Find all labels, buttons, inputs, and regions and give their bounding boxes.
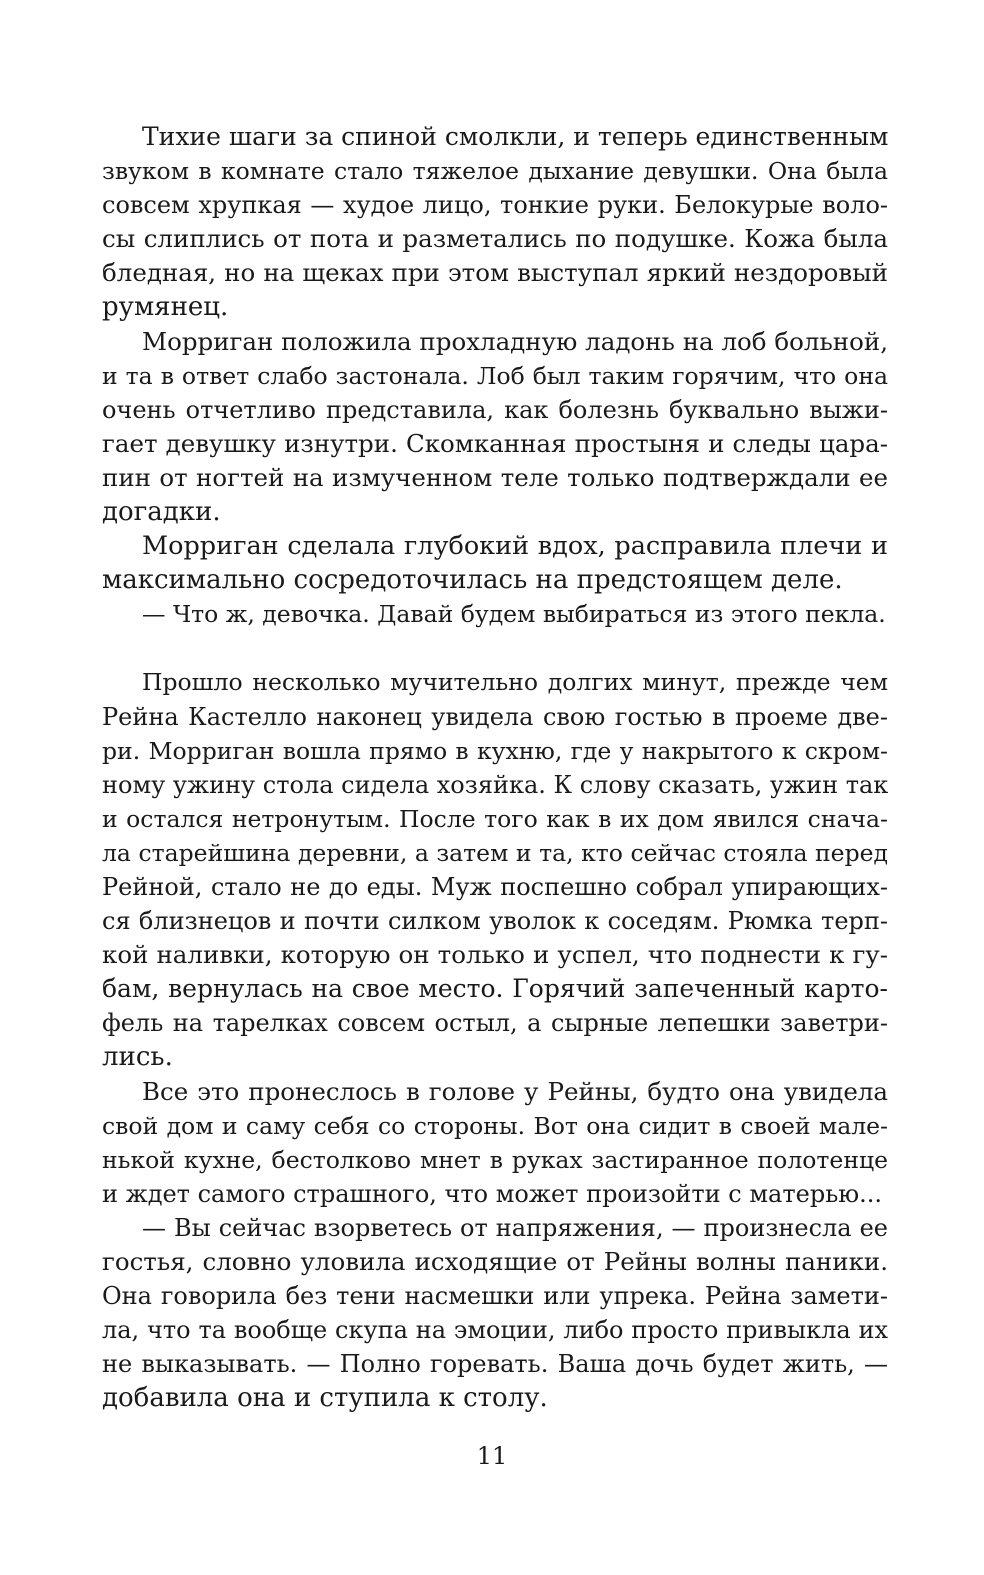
text-line: Морриган сделала глубокий вдох, расправила плечи и — [142, 531, 888, 562]
text-line: Все это пронеслось в голове у Рейны, будто она увидела — [142, 1076, 888, 1106]
dialogue-paragraph — [102, 1211, 888, 1416]
text-line: фель на тарелках совсем остыл, а сырные лепешки заветри- — [102, 1009, 888, 1038]
paragraph — [102, 1075, 888, 1211]
text-line: нькой кухне, бестолково мнет в руках застиранное полотенце — [102, 1145, 888, 1174]
paragraph — [102, 529, 888, 597]
text-line: Морриган положила прохладную ладонь на лоб больной, — [142, 326, 888, 356]
text-line: — Что ж, девочка. Давай будем выбираться из этого пекла. — [142, 600, 886, 629]
text-line: пин от ногтей на измученном теле только подтверждали ее — [102, 462, 888, 492]
text-line: и ждет самого страшного, что может произойти с матерью... — [102, 1179, 883, 1208]
text-line: гостья, словно уловила исходящие от Рейны волны паники. — [102, 1247, 888, 1276]
page-number: 11 — [476, 1442, 508, 1470]
text-line: догадки. — [102, 497, 221, 528]
text-line: ла, что та вообще скупа на эмоции, либо просто привыкла их — [102, 1316, 888, 1345]
text-line: свой дом и саму себя со стороны. Вот она сидит в своей мале- — [102, 1111, 888, 1140]
text-line: и та в ответ слабо застонала. Лоб был таким горячим, что она — [102, 361, 888, 390]
text-line: гает девушку изнутри. Скомканная простыня и следы цара- — [102, 428, 888, 458]
text-line: звуком в комнате стало тяжелое дыхание девушки. Она была — [102, 157, 888, 186]
text-line: бледная, но на щеках при этом выступал яркий нездоровый — [102, 258, 888, 288]
text-line: лись. — [102, 1042, 173, 1073]
text-line: не выказывать. — Полно горевать. Ваша дочь будет жить, — — [102, 1350, 888, 1379]
section-break — [102, 631, 888, 665]
text-line: Рейной, стало не до еды. Муж поспешно собрал упирающих- — [102, 872, 888, 901]
text-line: Прошло несколько мучительно долгих минут, прежде чем — [142, 668, 888, 697]
text-line: Она говорила без тени насмешки или упрека. Рейна замети- — [102, 1282, 888, 1311]
text-line: кой наливки, которую он только и успел, что поднести к гу- — [102, 940, 888, 970]
text-line: — Вы сейчас взорветесь от напряжения, — произнесла ее — [142, 1213, 888, 1242]
text-line: совсем хрупкая — худое лицо, тонкие руки. Белокурые воло- — [102, 191, 888, 220]
dialogue-paragraph — [102, 597, 888, 631]
text-line: Рейна Кастелло наконец увидела свою гостью в проеме две- — [102, 702, 888, 731]
text-line: максимально сосредоточилась на предстоящем деле. — [102, 565, 843, 596]
paragraph — [102, 325, 888, 530]
text-line: Тихие шаги за спиной смолкли, и теперь единственным — [142, 122, 888, 151]
text-line: ся близнецов и почти силком уволок к соседям. Рюмка терп- — [102, 907, 888, 936]
text-line: ному ужину стола сидела хозяйка. К слову сказать, ужин так — [102, 770, 888, 799]
page-body — [102, 120, 888, 1415]
text-line: и остался нетронутым. После того как в их дом явился снача- — [102, 804, 888, 833]
text-line: добавила она и ступила к столу. — [102, 1383, 548, 1414]
text-line: сы слиплись от пота и разметались по подушке. Кожа была — [102, 224, 888, 254]
text-line: румянец. — [102, 292, 229, 323]
paragraph — [102, 120, 888, 325]
paragraph — [102, 665, 888, 1074]
text-line: ла старейшина деревни, а затем и та, кто сейчас стояла перед — [102, 838, 888, 867]
text-line: очень отчетливо представила, как болезнь буквально выжи- — [102, 395, 888, 424]
text-line: ри. Морриган вошла прямо в кухню, где у накрытого к скром- — [102, 736, 888, 765]
text-line: бам, вернулась на свое место. Горячий запеченный карто- — [102, 974, 888, 1004]
